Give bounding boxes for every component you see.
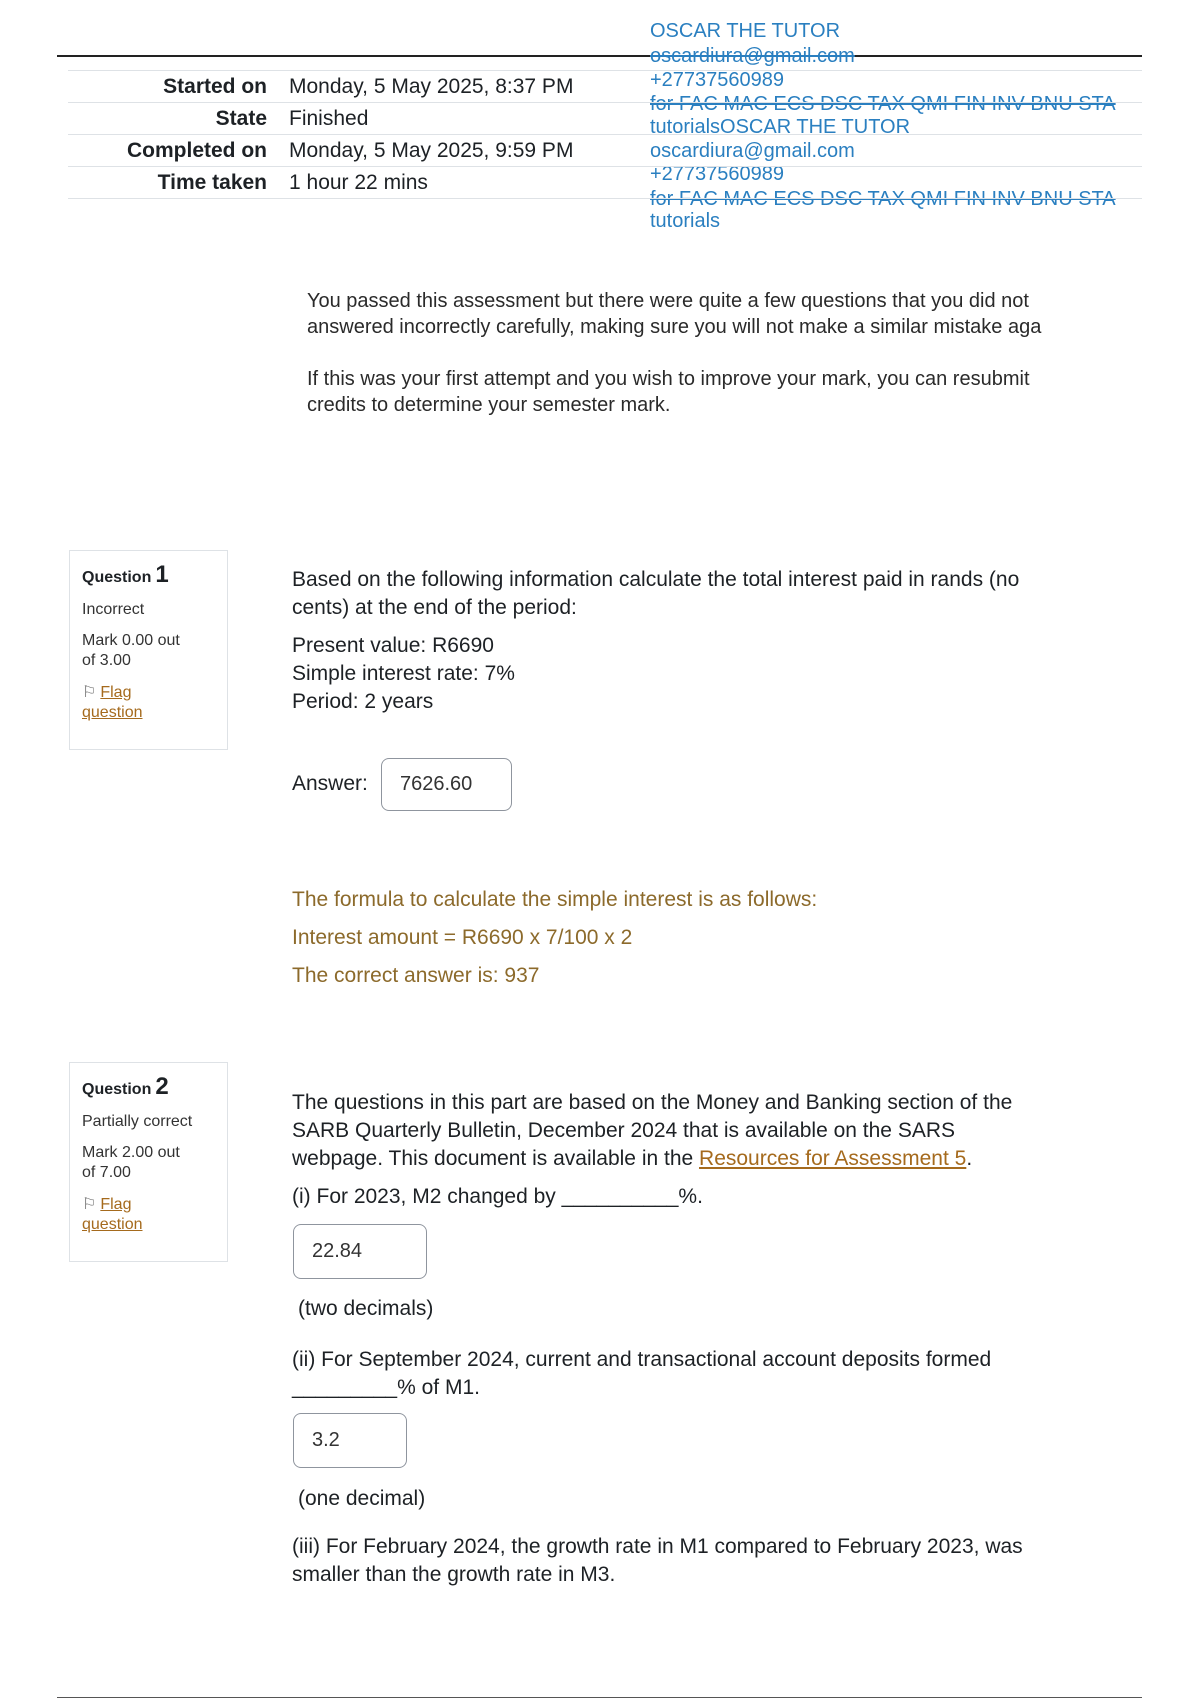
question-text: _________% of M1. — [292, 1376, 480, 1399]
general-feedback: Interest amount = R6690 x 7/100 x 2 — [292, 926, 633, 949]
watermark-line: tutorialsOSCAR THE TUTOR — [650, 116, 911, 138]
question-text: (ii) For September 2024, current and transactional account deposits formed — [292, 1348, 992, 1371]
flag-link[interactable]: Flag — [100, 684, 132, 701]
watermark-line: oscardiura@gmail.com — [650, 140, 855, 162]
watermark-line: for FAC MAC ECS DSC TAX QMI FIN INV BNU STA — [650, 188, 1116, 210]
feedback-text: You passed this assessment but there were quite a few questions that you did not — [307, 290, 1029, 312]
flag-link[interactable]: question — [82, 1216, 143, 1233]
state-label: State — [68, 103, 289, 135]
answer-label: Answer: — [292, 772, 368, 795]
flag-icon: ⚐ — [82, 684, 97, 701]
question-state: Partially correct — [82, 1113, 193, 1130]
summary-row — [68, 167, 1142, 199]
subquestion-iii — [292, 1533, 1122, 1589]
flag-icon: ⚐ — [82, 1196, 97, 1213]
question-text: (iii) For February 2024, the growth rate in M1 compared to February 2023, was — [292, 1535, 1023, 1558]
precision-note: (two decimals) — [298, 1297, 434, 1320]
question-text: smaller than the growth rate in M3. — [292, 1563, 616, 1586]
time-taken-value: 1 hour 22 mins — [289, 167, 1142, 199]
summary-row — [68, 103, 1142, 135]
general-feedback: The correct answer is: 937 — [292, 964, 540, 987]
question-text: Based on the following information calculate the total interest paid in rands (no — [292, 568, 1020, 591]
completed-on-value: Monday, 5 May 2025, 9:59 PM — [289, 135, 1142, 167]
summary-row — [68, 135, 1142, 167]
subquestion-i: (i) For 2023, M2 changed by __________%. — [292, 1185, 703, 1208]
summary-row — [68, 71, 1142, 103]
header-divider — [57, 55, 1142, 57]
grade-text: of 7.00 — [82, 1164, 131, 1181]
state-value: Finished — [289, 103, 1142, 135]
feedback-text: credits to determine your semester mark. — [307, 394, 671, 416]
question-number — [82, 561, 215, 589]
overall-feedback — [307, 288, 1147, 340]
feedback-text: answered incorrectly carefully, making sure you will not make a similar mistake aga — [307, 316, 1042, 338]
watermark-line: +27737560989 — [650, 163, 785, 185]
subquestion-ii — [292, 1346, 1122, 1402]
general-feedback: The formula to calculate the simple interest is as follows: — [292, 888, 818, 911]
question-1-info — [69, 550, 228, 750]
answer-input-ii[interactable]: 3.2 — [293, 1413, 407, 1468]
footer-divider — [57, 1697, 1142, 1698]
completed-on-label: Completed on — [68, 135, 289, 167]
attempt-summary-table — [68, 70, 1142, 199]
watermark-line: tutorials — [650, 210, 721, 232]
flag-link[interactable]: question — [82, 704, 143, 721]
resources-link[interactable]: Resources for Assessment 5 — [699, 1147, 967, 1170]
question-text: Simple interest rate: 7% — [292, 662, 515, 685]
flag-link[interactable]: Flag — [100, 1196, 132, 1213]
started-on-label: Started on — [68, 71, 289, 103]
started-on-value: Monday, 5 May 2025, 8:37 PM — [289, 71, 1142, 103]
question-number — [82, 1073, 215, 1101]
question-2-info — [69, 1062, 228, 1262]
answer-input[interactable]: 7626.60 — [381, 758, 512, 811]
time-taken-label: Time taken — [68, 167, 289, 199]
question-text: Present value: R6690 — [292, 634, 494, 657]
grade-text: Mark 2.00 out — [82, 1144, 180, 1161]
question-label: Question — [82, 569, 152, 586]
question-text — [292, 1145, 1122, 1173]
question-text: cents) at the end of the period: — [292, 596, 577, 619]
watermark-line: +27737560989 — [650, 69, 785, 91]
question-number-value: 1 — [155, 561, 169, 588]
question-text-part: . — [966, 1147, 973, 1170]
question-text: The questions in this part are based on the Money and Banking section of the — [292, 1091, 1013, 1114]
grade-text: of 3.00 — [82, 652, 131, 669]
question-text: SARB Quarterly Bulletin, December 2024 that is available on the SARS — [292, 1119, 956, 1142]
watermark-line: oscardiura@gmail.com — [650, 45, 855, 67]
watermark-line: OSCAR THE TUTOR — [650, 20, 841, 42]
question-grade — [82, 631, 215, 671]
question-text: Period: 2 years — [292, 690, 434, 713]
question-state: Incorrect — [82, 601, 145, 618]
precision-note: (one decimal) — [298, 1487, 426, 1510]
question-label: Question — [82, 1081, 152, 1098]
overall-feedback-2 — [307, 366, 1147, 418]
question-number-value: 2 — [155, 1073, 169, 1100]
flag-question-button[interactable] — [82, 1195, 215, 1235]
watermark-line: for FAC MAC ECS DSC TAX QMI FIN INV BNU STA — [650, 93, 1116, 115]
grade-text: Mark 0.00 out — [82, 632, 180, 649]
question-1-text — [292, 566, 1122, 716]
answer-input-i[interactable]: 22.84 — [293, 1224, 427, 1279]
feedback-text: If this was your first attempt and you wish to improve your mark, you can resubmit — [307, 368, 1030, 390]
flag-question-button[interactable] — [82, 683, 215, 723]
question-text-part: webpage. This document is available in the — [292, 1147, 700, 1170]
question-grade — [82, 1143, 215, 1183]
question-2-text — [292, 1089, 1122, 1211]
